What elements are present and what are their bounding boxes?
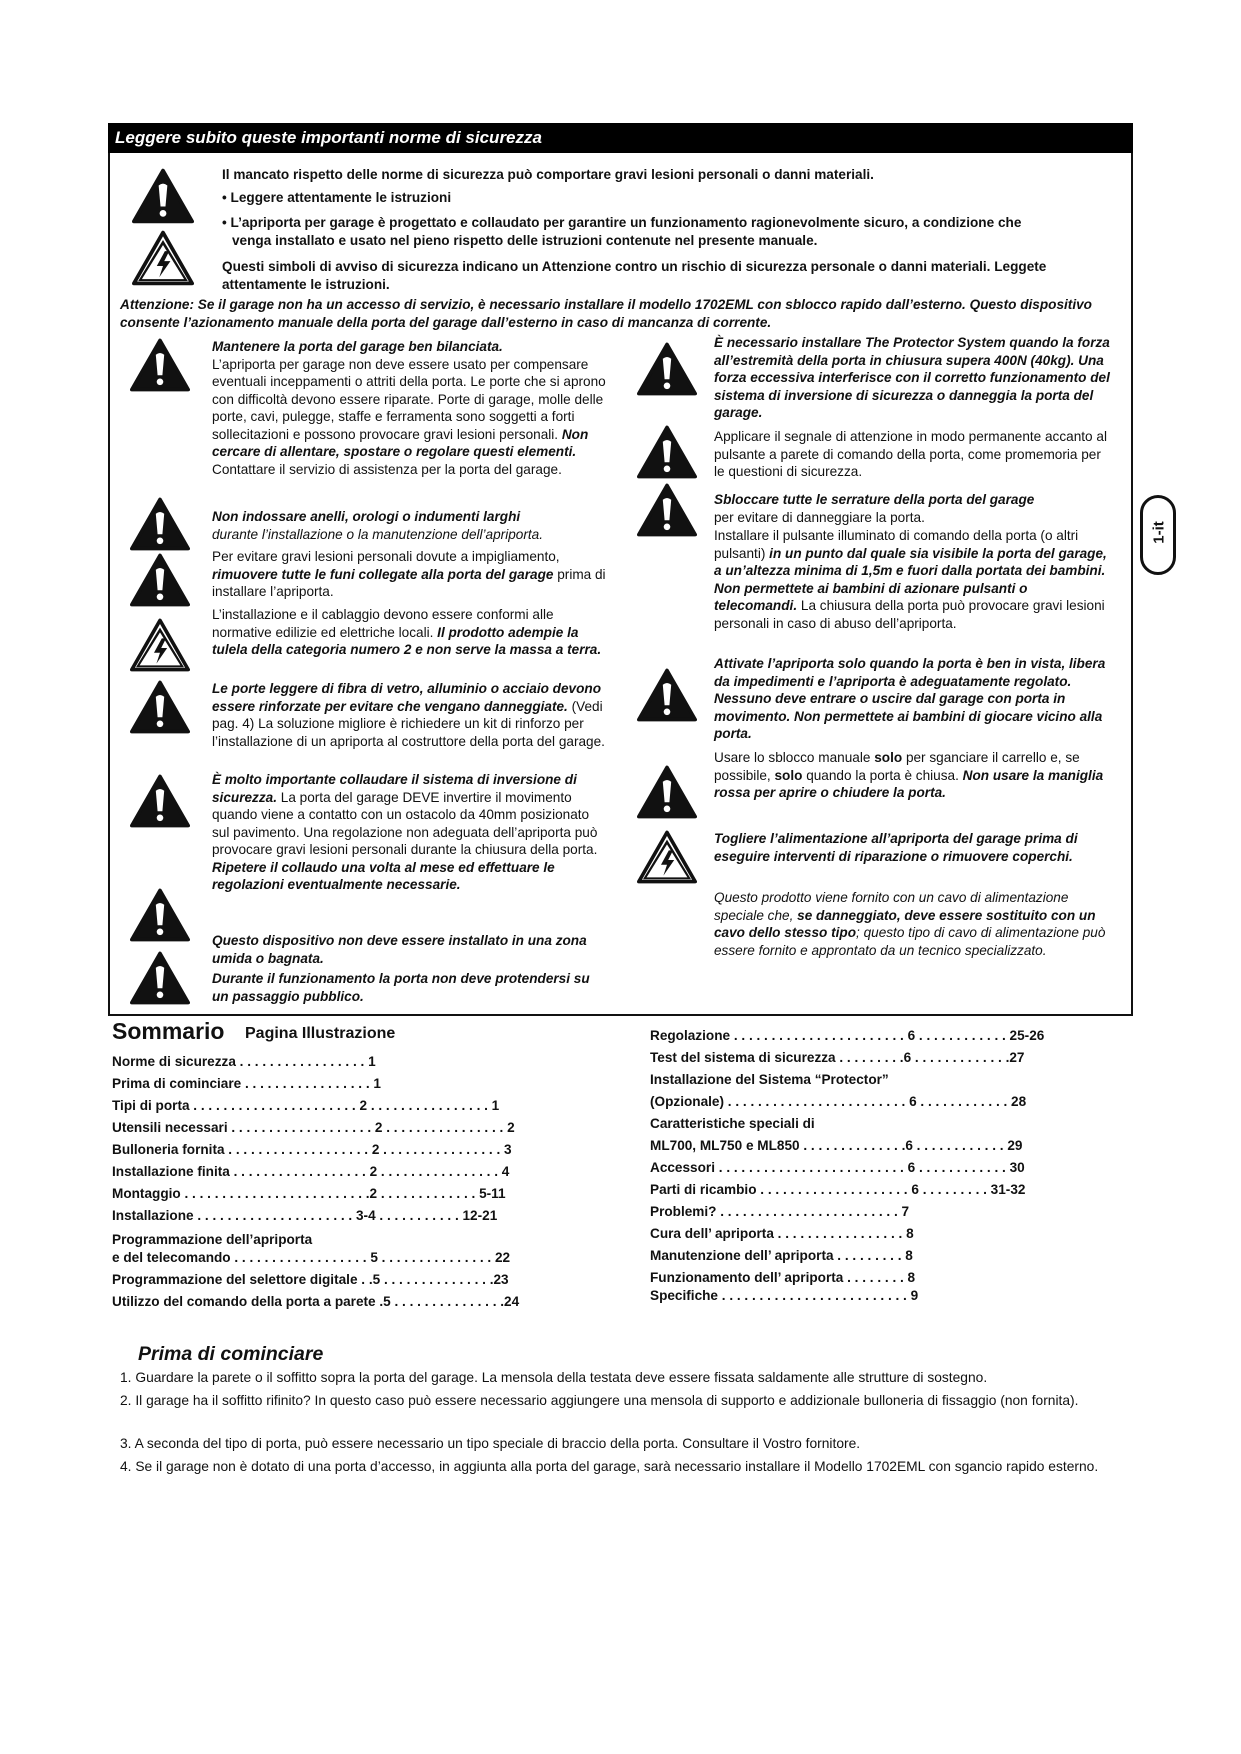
safety-rule-protector: È necessario installare The Protector System quando la forza all’estremità della porta in chiusura supera 400N (40kg). Una forza eccessiva interferisce con il corretto funzionamento del sistema di inversione di sicurezza o danneggia la porta del garage. xyxy=(714,335,1110,420)
safety-rule-jewelry: Non indossare anelli, orologi o indumenti larghi durante l’installazione o la manutenzione dell’apriporta. xyxy=(212,509,543,542)
page-tab xyxy=(1140,495,1176,575)
toc-entry: Utilizzo del comando della porta a parete .5 . . . . . . . . . . . . . . .24 xyxy=(112,1294,520,1309)
warning-icon xyxy=(637,483,697,537)
safety-rule-humidity: Questo dispositivo non deve essere installato in una zona umida o bagnata. xyxy=(212,933,587,966)
toc-entry: Caratteristiche speciali di xyxy=(650,1116,815,1131)
safety-rule-public-passage: Durante il funzionamento la porta non deve protendersi su un passaggio pubblico. xyxy=(212,971,590,1004)
intro-bullet-2: • L’apriporta per garage è progettato e collaudato per garantire un funzionamento ragionevolmente sicuro, a condizione che venga installato e usato nel pieno rispetto delle istruzioni contenute nel presente manuale. xyxy=(222,215,1022,248)
warning-icon xyxy=(130,951,190,1005)
warning-icon xyxy=(637,342,697,396)
safety-rule-light-doors: Le porte leggere di fibra di vetro, alluminio o acciaio devono essere rinforzate per evitare che vengano danneggiate. (Vedi pag. 4) La soluzione migliore è richiedere un kit di rinforzo per l’installazione di un apriporta al costruttore della porta del garage. xyxy=(212,681,605,749)
warning-icon xyxy=(130,338,190,392)
toc-entry: Bulloneria fornita . . . . . . . . . . . . . . . . . . . 2 . . . . . . . . . . . . . . . . 3 xyxy=(112,1142,512,1157)
warning-icon xyxy=(130,680,190,734)
toc-entry: (Opzionale) . . . . . . . . . . . . . . . . . . . . . . . . 6 . . . . . . . . . . . . 28 xyxy=(650,1094,1027,1109)
warning-icon xyxy=(637,765,697,819)
list-item: 4. Se il garage non è dotato di una porta d’accesso, in aggiunta alla porta del garage, sarà necessario installare il Modello 1702EML con sgancio rapido esterno. xyxy=(120,1459,1099,1474)
intro-bullet-1: • Leggere attentamente le istruzioni xyxy=(222,190,452,205)
electric-hazard-icon xyxy=(637,830,697,884)
section-title-prima: Prima di cominciare xyxy=(138,1343,324,1365)
warning-icon xyxy=(637,668,697,722)
safety-rule-locks: Sbloccare tutte le serrature della porta del garage per evitare di danneggiare la porta. xyxy=(714,492,1035,525)
safety-rule-power-cable: Questo prodotto viene fornito con un cavo di alimentazione speciale che, se danneggiato, deve essere sostituito con un cavo dello stesso tipo; questo tipo di cavo di alimentazione può essere fornito e approntato da un tecnico specializzato. xyxy=(714,890,1106,958)
toc-entry: Norme di sicurezza . . . . . . . . . . . . . . . . . 1 xyxy=(112,1054,376,1069)
list-item: 2. Il garage ha il soffitto rifinito? In questo caso può essere necessario aggiungere una mensola di supporto e addizionale bulloneria di fissaggio (non fornita). xyxy=(120,1393,1079,1408)
safety-rule-power-off: Togliere l’alimentazione all’apriporta del garage prima di eseguire interventi di riparazione o rimuovere coperchi. xyxy=(714,831,1078,864)
safety-rule-balance: Mantenere la porta del garage ben bilanciata. L’apriporta per garage non deve essere usato per compensare eventuali inceppamenti o attriti della porta. Le porte che si aprono con difficoltà devono essere riparate. Porte di garage, molle delle porte, cavi, pulegge, staffe e ferramenta sono soggetti a forti sollecitazioni e possono provocare gravi lesioni personali. Non cercare di allentare, spostare o regolare questi elementi. Contattare il servizio di assistenza per la porta del garage. xyxy=(212,339,606,477)
safety-rule-wall-button: Installare il pulsante illuminato di comando della porta (o altri pulsanti) in un punto dal quale sia visibile la porta del garage, a un’altezza minima di 1,5m e fuori dalla portata dei bambini. Non permettete ai bambini di azionare pulsanti o telecomandi. La chiusura della porta può provocare gravi lesioni personali in caso di abuso dell’apriporta. xyxy=(714,528,1107,631)
safety-rule-operate: Attivate l’apriporta solo quando la porta è ben in vista, libera da impedimenti e l’apriporta è adeguatamente regolato. Nessuno deve entrare o uscire dal garage con porta in movimento. Non permettete ai bambini di giocare vicino alla porta. xyxy=(714,656,1106,741)
toc-entry: Accessori . . . . . . . . . . . . . . . . . . . . . . . . . 6 . . . . . . . . . . . . 30 xyxy=(650,1160,1025,1175)
toc-title: Sommario xyxy=(112,1018,225,1044)
toc-entry: Manutenzione dell’ apriporta . . . . . . . . . 8 xyxy=(650,1248,913,1263)
toc-entry: Specifiche . . . . . . . . . . . . . . . . . . . . . . . . . 9 xyxy=(650,1288,919,1303)
safety-rule-manual-release: Usare lo sblocco manuale solo per sganciare il carrello e, se possibile, solo quando la porta è chiusa. Non usare la maniglia rossa per aprire o chiudere la porta. xyxy=(714,750,1104,800)
list-item: 1. Guardare la parete o il soffitto sopra la porta del garage. La mensola della testata deve essere fissata saldamente alle strutture di sostegno. xyxy=(120,1370,988,1385)
warning-icon xyxy=(130,774,190,828)
toc-entry: Tipi di porta . . . . . . . . . . . . . . . . . . . . . . 2 . . . . . . . . . . . . . . . . 1 xyxy=(112,1098,500,1113)
toc-entry: Problemi? . . . . . . . . . . . . . . . . . . . . . . . . 7 xyxy=(650,1204,910,1219)
safety-rule-warning-sign: Applicare il segnale di attenzione in modo permanente accanto al pulsante a parete di comando della porta, come promemoria per le questioni di sicurezza. xyxy=(714,429,1107,479)
toc-entry: Cura dell’ apriporta . . . . . . . . . . . . . . . . . 8 xyxy=(650,1226,914,1241)
electric-hazard-icon xyxy=(130,618,190,672)
warning-icon xyxy=(130,553,190,607)
toc-entry: Test del sistema di sicurezza . . . . . . . . .6 . . . . . . . . . . . . .27 xyxy=(650,1050,1025,1065)
toc-entry: Installazione del Sistema “Protector” xyxy=(650,1072,889,1087)
safety-header: Leggere subito queste importanti norme di sicurezza xyxy=(108,123,1133,153)
toc-entry: Installazione . . . . . . . . . . . . . . . . . . . . . 3-4 . . . . . . . . . . . 12-21 xyxy=(112,1208,498,1223)
toc-entry: Funzionamento dell’ apriporta . . . . . . . . 8 xyxy=(650,1270,916,1285)
toc-entry: ML700, ML750 e ML850 . . . . . . . . . . . . . .6 . . . . . . . . . . . . 29 xyxy=(650,1138,1023,1153)
toc-entry: Regolazione . . . . . . . . . . . . . . . . . . . . . . . 6 . . . . . . . . . . . . 25-26 xyxy=(650,1028,1045,1043)
attention-notice: Attenzione: Se il garage non ha un accesso di servizio, è necessario installare il modello 1702EML con sblocco rapido dall’esterno. Questo dispositivo consente l’azionamento manuale della porta del garage dall’esterno in caso di mancanza di corrente. xyxy=(120,297,1092,330)
warning-icon xyxy=(132,168,194,224)
list-item: 3. A seconda del tipo di porta, può essere necessario un tipo speciale di braccio della porta. Consultare il Vostro fornitore. xyxy=(120,1436,861,1451)
safety-rule-ropes: Per evitare gravi lesioni personali dovute a impigliamento, rimuovere tutte le funi collegate alla porta del garage prima di installare l’apriporta. xyxy=(212,549,606,599)
toc-entry: Prima di cominciare . . . . . . . . . . . . . . . . . 1 xyxy=(112,1076,381,1091)
intro-line: Il mancato rispetto delle norme di sicurezza può comportare gravi lesioni personali o danni materiali. xyxy=(222,167,874,182)
toc-subtitle: Pagina Illustrazione xyxy=(245,1025,396,1042)
warning-icon xyxy=(130,497,190,551)
toc-entry: Utensili necessari . . . . . . . . . . . . . . . . . . . 2 . . . . . . . . . . . . . . . . 2 xyxy=(112,1120,515,1135)
toc-entry: Installazione finita . . . . . . . . . . . . . . . . . . 2 . . . . . . . . . . . . . . . . 4 xyxy=(112,1164,510,1179)
toc-entry: Programmazione del selettore digitale . .5 . . . . . . . . . . . . . . .23 xyxy=(112,1272,509,1287)
toc-entry: Montaggio . . . . . . . . . . . . . . . . . . . . . . . . .2 . . . . . . . . . . . . . 5-11 xyxy=(112,1186,506,1201)
toc-entry: e del telecomando . . . . . . . . . . . . . . . . . . 5 . . . . . . . . . . . . . . . 22 xyxy=(112,1250,511,1265)
safety-rule-wiring: L’installazione e il cablaggio devono essere conformi alle normative edilizie ed elettriche locali. Il prodotto adempie la tulela della categoria numero 2 e non serve la massa a terra. xyxy=(212,607,602,657)
toc-entry: Parti di ricambio . . . . . . . . . . . . . . . . . . . . 6 . . . . . . . . . 31-32 xyxy=(650,1182,1026,1197)
warning-icon xyxy=(130,888,190,942)
toc-entry: Programmazione dell’apriporta xyxy=(112,1232,313,1247)
warning-icon xyxy=(637,425,697,479)
safety-rule-reversal-test: È molto importante collaudare il sistema di inversione di sicurezza. La porta del garage DEVE invertire il movimento quando viene a contatto con un ostacolo da 40mm posizionato sul pavimento. Una regolazione non adeguata dell’apriporta può provocare gravi lesioni personali durante la chiusura della porta. Ripetere il collaudo una volta al mese ed effettuare le regolazioni eventualmente necessarie. xyxy=(212,772,598,892)
page-tab-label: 1-it xyxy=(1150,521,1168,544)
electric-hazard-icon xyxy=(132,230,194,286)
intro-symbols: Questi simboli di avviso di sicurezza indicano un Attenzione contro un rischio di sicurezza personale o danni materiali. Leggete attentamente le istruzioni. xyxy=(222,259,1047,292)
